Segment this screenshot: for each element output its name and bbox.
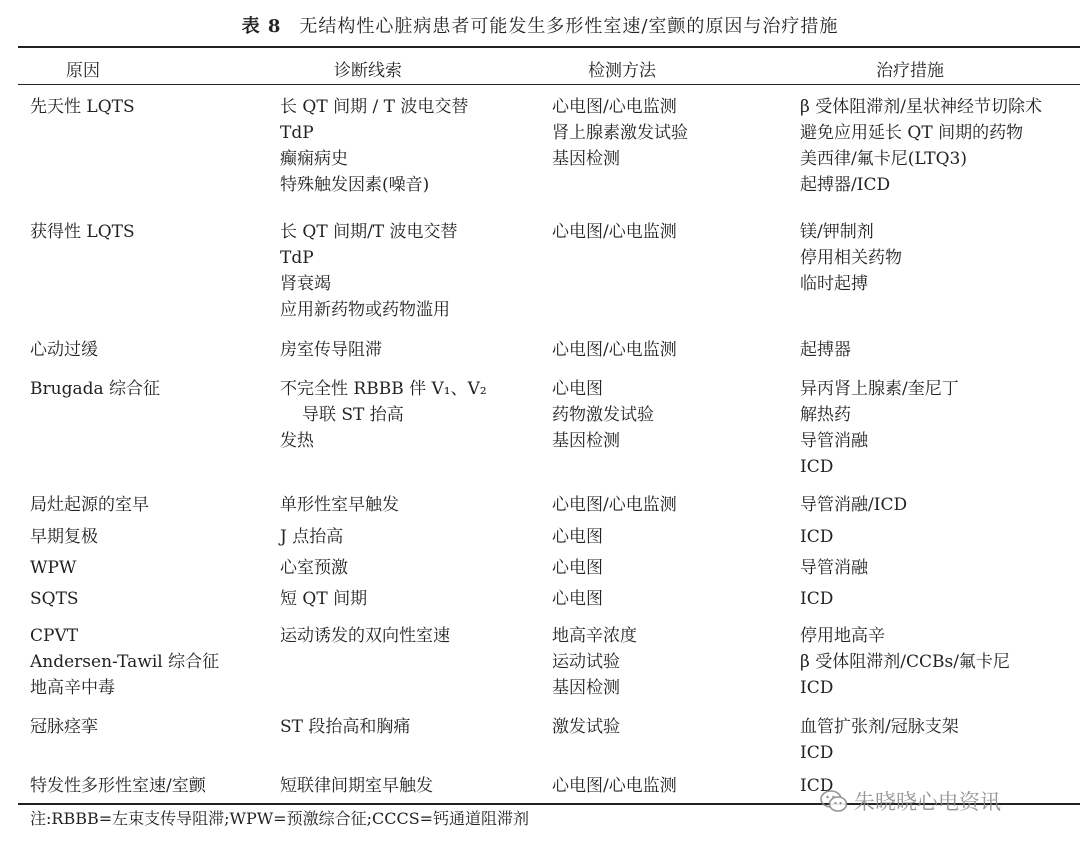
cell-line: ST 段抬高和胸痛 — [280, 717, 411, 737]
cell-line: 应用新药物或药物滥用 — [280, 300, 450, 320]
cell-line: 基因检测 — [552, 431, 620, 451]
cell-line: 心电图/心电监测 — [552, 495, 677, 515]
cell-clues — [280, 773, 433, 799]
watermark-text: 朱晓晓心电资讯 — [854, 790, 1001, 814]
cell-treatments — [800, 337, 851, 363]
header-cause: 原因 — [66, 61, 100, 81]
cell-line: 心电图/心电监测 — [552, 776, 677, 796]
cell-cause — [30, 773, 206, 799]
cell-clues — [280, 524, 343, 550]
cell-line: 运动试验 — [552, 652, 620, 672]
cell-line: 血管扩张剂/冠脉支架 — [800, 717, 959, 737]
cell-line: CPVT — [30, 626, 79, 646]
cell-tests — [552, 492, 677, 518]
cell-clues — [280, 219, 458, 323]
cell-line: 避免应用延长 QT 间期的药物 — [800, 123, 1024, 143]
cell-line: 运动诱发的双向性室速 — [280, 626, 450, 646]
header-clues: 诊断线索 — [334, 61, 402, 81]
cell-clues — [280, 492, 399, 518]
cell-line: 停用相关药物 — [800, 248, 902, 268]
cell-line: 长 QT 间期 / T 波电交替 — [280, 97, 469, 117]
cell-line: 短 QT 间期 — [280, 589, 368, 609]
cell-line: 特殊触发因素(噪音) — [280, 175, 430, 195]
cell-treatments — [800, 94, 1042, 198]
cell-line: 肾衰竭 — [280, 274, 331, 294]
cell-line: 地高辛中毒 — [30, 678, 115, 698]
cell-cause — [30, 714, 98, 740]
cell-tests — [552, 376, 654, 454]
cell-line: 心电图/心电监测 — [552, 340, 677, 360]
table-note: 注:RBBB=左束支传导阻滞;WPW=预激综合征;CCCS=钙通道阻滞剂 — [30, 809, 530, 828]
cell-line: 美西律/氟卡尼(LTQ3) — [800, 149, 967, 169]
cell-line: 肾上腺素激发试验 — [552, 123, 688, 143]
cell-tests — [552, 773, 677, 799]
cell-treatments — [800, 555, 868, 581]
cell-line: 单形性室早触发 — [280, 495, 399, 515]
cell-line: 药物激发试验 — [552, 405, 654, 425]
cell-tests — [552, 219, 677, 245]
cell-line: 心电图 — [552, 589, 603, 609]
cell-cause — [30, 555, 76, 581]
cell-line: ICD — [800, 527, 834, 547]
cell-tests — [552, 555, 603, 581]
cell-cause — [30, 94, 135, 120]
cell-line: 临时起搏 — [800, 274, 868, 294]
cell-cause — [30, 219, 135, 245]
cell-line: 冠脉痉挛 — [30, 717, 98, 737]
cell-treatments — [800, 623, 1010, 701]
cell-line: 基因检测 — [552, 678, 620, 698]
cell-tests — [552, 586, 603, 612]
cell-cause — [30, 524, 98, 550]
table-title — [0, 12, 1080, 38]
cell-line: ICD — [800, 743, 834, 763]
cell-cause — [30, 586, 79, 612]
cell-line: 地高辛浓度 — [552, 626, 637, 646]
header-treatments: 治疗措施 — [876, 61, 944, 81]
cell-line: Andersen-Tawil 综合征 — [30, 652, 220, 672]
cell-line: TdP — [280, 248, 314, 268]
cell-tests — [552, 714, 620, 740]
cell-line: 心电图/心电监测 — [552, 97, 677, 117]
cell-line: 长 QT 间期/T 波电交替 — [280, 222, 458, 242]
cell-line: 激发试验 — [552, 717, 620, 737]
cell-cause — [30, 376, 160, 402]
cell-line: 起搏器/ICD — [800, 175, 891, 195]
cell-line: 获得性 LQTS — [30, 222, 135, 242]
cell-treatments — [800, 492, 907, 518]
table-title-text: 无结构性心脏病患者可能发生多形性室速/室颤的原因与治疗措施 — [299, 16, 839, 37]
cell-treatments — [800, 586, 833, 612]
cell-line: J 点抬高 — [280, 527, 344, 547]
header-rule — [18, 84, 1080, 85]
cell-line: SQTS — [30, 589, 79, 609]
cell-cause — [30, 623, 219, 701]
header-tests: 检测方法 — [588, 61, 656, 81]
cell-line: 导管消融 — [800, 558, 868, 578]
cell-line: 心动过缓 — [30, 340, 98, 360]
cell-line: 导联 ST 抬高 — [302, 405, 404, 425]
watermark — [820, 786, 1001, 816]
cell-clues — [280, 555, 348, 581]
cell-line: 解热药 — [800, 405, 851, 425]
cell-line: 镁/钾制剂 — [800, 222, 874, 242]
cell-line: 癫痫病史 — [280, 149, 348, 169]
cell-line: TdP — [280, 123, 314, 143]
cell-line: 早期复极 — [30, 527, 98, 547]
cell-tests — [552, 623, 637, 701]
cell-clues — [280, 376, 487, 454]
cell-clues — [280, 586, 367, 612]
cell-clues — [280, 337, 382, 363]
cell-line: 先天性 LQTS — [30, 97, 135, 117]
cell-line: 特发性多形性室速/室颤 — [30, 776, 206, 796]
cell-line: Brugada 综合征 — [30, 379, 161, 399]
cell-line: 导管消融/ICD — [800, 495, 908, 515]
cell-line: WPW — [30, 558, 77, 578]
cell-clues — [280, 623, 450, 649]
cell-line: ICD — [800, 776, 834, 796]
cell-line: 起搏器 — [800, 340, 851, 360]
cell-tests — [552, 524, 603, 550]
cell-cause — [30, 492, 149, 518]
cell-line: 心电图 — [552, 558, 603, 578]
wechat-icon — [820, 789, 848, 813]
cell-treatments — [800, 714, 959, 766]
cell-line: 心电图/心电监测 — [552, 222, 677, 242]
cell-line: 异丙肾上腺素/奎尼丁 — [800, 379, 959, 399]
cell-treatments — [800, 376, 959, 480]
cell-line: 局灶起源的室早 — [30, 495, 149, 515]
cell-clues — [280, 94, 468, 198]
cell-treatments — [800, 219, 902, 297]
cell-line: 心电图 — [552, 379, 603, 399]
cell-line: 发热 — [280, 431, 314, 451]
cell-line: 基因检测 — [552, 149, 620, 169]
cell-treatments — [800, 524, 833, 550]
cell-line: 短联律间期室早触发 — [280, 776, 433, 796]
cell-line: 停用地高辛 — [800, 626, 885, 646]
cell-tests — [552, 337, 677, 363]
cell-line: 导管消融 — [800, 431, 868, 451]
top-rule — [18, 46, 1080, 48]
cell-line: 房室传导阻滞 — [280, 340, 382, 360]
cell-line: ICD — [800, 678, 834, 698]
cell-line: ICD — [800, 457, 834, 477]
cell-line: β 受体阻滞剂/CCBs/氟卡尼 — [800, 652, 1010, 672]
cell-tests — [552, 94, 688, 172]
cell-line: 心室预激 — [280, 558, 348, 578]
cell-clues — [280, 714, 410, 740]
cell-cause — [30, 337, 98, 363]
cell-line: 心电图 — [552, 527, 603, 547]
table-number: 表 8 — [241, 16, 282, 37]
cell-line: 不完全性 RBBB 伴 V₁、V₂ — [280, 379, 487, 399]
cell-line: β 受体阻滞剂/星状神经节切除术 — [800, 97, 1042, 117]
cell-line: ICD — [800, 589, 834, 609]
